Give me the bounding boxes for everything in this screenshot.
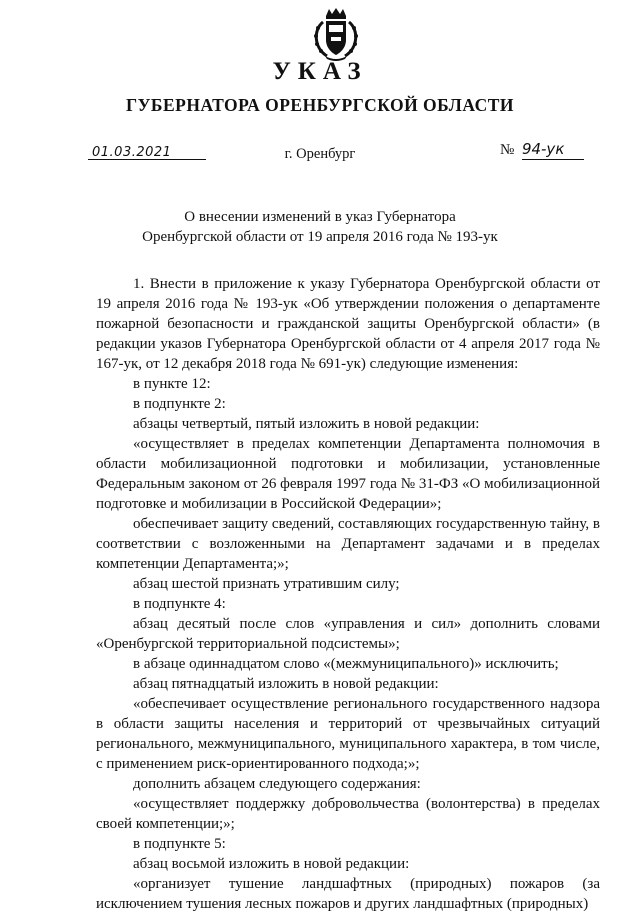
paragraph: абзац десятый после слов «управления и сил» дополнить словами «Оренбургской территориальной подсистемы»; [96, 616, 600, 652]
document-heading-line-1: О внесении изменений в указ Губернатора [184, 209, 456, 225]
decree-city: г. Оренбург [284, 146, 356, 162]
document-heading-line-2: Оренбургской области от 19 апреля 2016 года № 193-ук [142, 228, 498, 245]
date-value: 01.03.2021 [92, 145, 172, 160]
paragraph: в подпункте 4: [133, 596, 226, 612]
paragraph: обеспечивает защиту сведений, составляющих государственную тайну, в соответствии с возложенными на Департамент задачами и в пределах компетенции Департамента;»; [96, 516, 600, 572]
paragraph: абзацы четвертый, пятый изложить в новой редакции: [133, 416, 480, 432]
paragraph: абзац шестой признать утратившим силу; [133, 576, 400, 592]
paragraph: «организует тушение ландшафтных (природных) пожаров (за исключением тушения лесных пожаров и других ландшафтных (природных) [96, 876, 600, 912]
paragraph: дополнить абзацем следующего содержания: [133, 776, 421, 792]
document-heading [0, 208, 640, 247]
paragraph: в пункте 12: [133, 376, 211, 392]
paragraph: в подпункте 5: [133, 836, 226, 852]
paragraph: «обеспечивает осуществление регионального государственного надзора в области защиты населения и территорий от чрезвычайных ситуаций регионального, межмуниципального, муниципального характера, в том числе, с применением риск-ориентированного подхода;»; [96, 696, 600, 772]
paragraph: в абзаце одиннадцатом слово «(межмуниципального)» исключить; [133, 656, 559, 672]
paragraph: абзац пятнадцатый изложить в новой редакции: [133, 676, 439, 692]
document-body [96, 274, 600, 914]
paragraph: 1. Внести в приложение к указу Губернатора Оренбургской области от 19 апреля 2016 года № 193-ук «Об утверждении положения о департаменте пожарной безопасности и гражданской защиты Оренбургской области» (в редакции указов Губернатора Оренбургской области от 4 апреля 2017 года № 167-ук, от 12 декабря 2018 года № 691-ук) следующие изменения: [96, 276, 600, 372]
orenburg-coat-of-arms-icon [311, 8, 361, 62]
paragraph: в подпункте 2: [133, 396, 226, 412]
number-value: 94-ук [521, 140, 565, 158]
decree-title: УКАЗ [272, 58, 368, 85]
number-underline [522, 159, 584, 160]
decree-number [500, 140, 584, 159]
number-symbol: № [500, 142, 515, 158]
paragraph: «осуществляет поддержку добровольчества (волонтерства) в пределах своей компетенции;»; [96, 796, 600, 832]
paragraph: абзац восьмой изложить в новой редакции: [133, 856, 410, 872]
decree-issuer: ГУБЕРНАТОРА ОРЕНБУРГСКОЙ ОБЛАСТИ [125, 95, 515, 115]
paragraph: «осуществляет в пределах компетенции Департамента полномочия в области мобилизационной подготовки и мобилизации, установленные Федеральным законом от 26 февраля 1997 года № 31-ФЗ «О мобилизационной подготовке и мобилизации в Российской Федерации»; [96, 436, 600, 512]
